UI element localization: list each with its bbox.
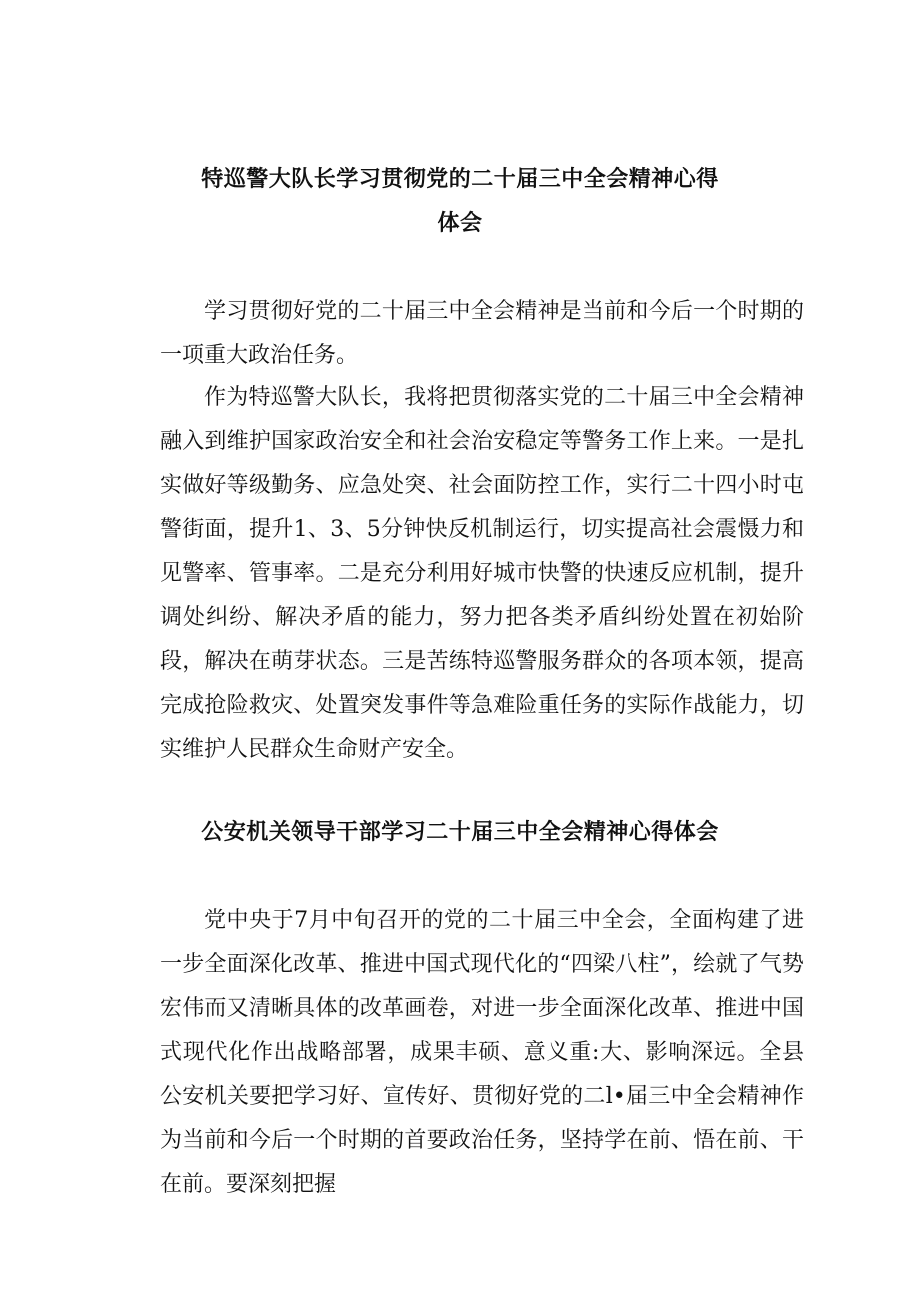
section2-paragraph-1: 党中央于7月中旬召开的党的二十届三中全会，全面构建了进一步全面深化改革、推进中国式现代化的“四梁八柱”，绘就了气势宏伟而又清晰具体的改革画卷，对进一步全面深化改革、推进中国式现代化作出战略部署，成果丰硕、意义重:大、影响深远。全县公安机关要把学习好、宣传好、贯彻好党的二l•届三中全会精神作为当前和今后一个时期的首要政治任务，坚持学在前、悟在前、干在前。要深刻把握 <box>160 908 804 1197</box>
section2-title: 公安机关领导干部学习二十届三中全会精神心得体会 <box>201 820 719 845</box>
section1-paragraph-1: 学习贯彻好党的二十届三中全会精神是当前和今后一个时期的一项重大政治任务。 <box>160 299 804 368</box>
section1-paragraph-2: 作为特巡警大队长，我将把贯彻落实党的二十届三中全会精神融入到维护国家政治安全和社会治安稳定等警务工作上来。一是扎实做好等级勤务、应急处突、社会面防控工作，实行二十四小时屯警街面，提升1、3、5分钟快反机制运行，切实提高社会震慑力和见警率、管事率。二是充分利用好城市快警的快速反应机制，提升调处纠纷、解决矛盾的能力，努力把各类矛盾纠纷处置在初始阶段，解决在萌芽状态。三是苦练特巡警服务群众的各项本领，提高完成抢险救灾、处置突发事件等急难险重任务的实际作战能力，切实维护人民群众生命财产安全。 <box>160 385 804 762</box>
section1-title-line2: 体会 <box>437 211 483 236</box>
section1-title-line1: 特巡警大队长学习贯彻党的二十届三中全会精神心得 <box>201 167 719 192</box>
